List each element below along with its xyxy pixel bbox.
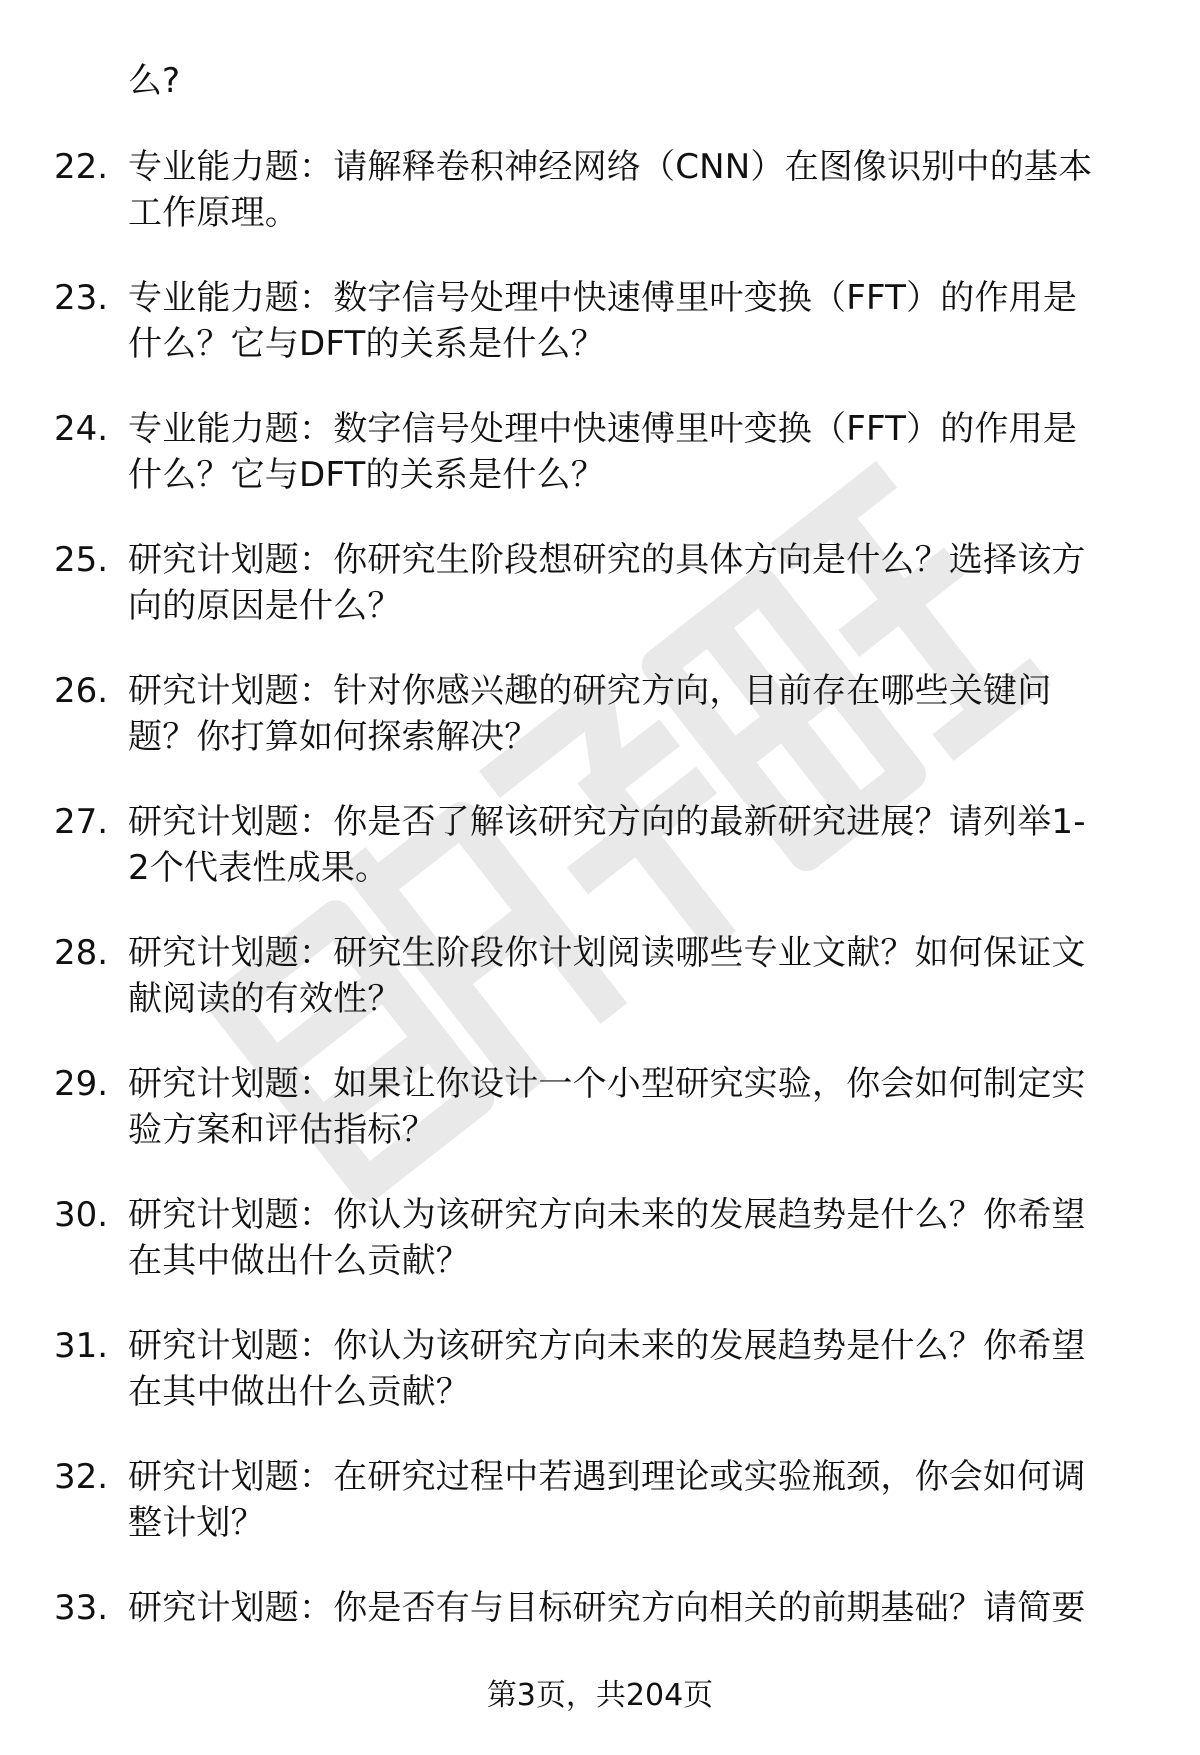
question-text: [128, 406, 1148, 498]
question-number: 33.: [54, 1588, 109, 1628]
question-line: 题？你打算如何探索解决？: [128, 717, 539, 757]
question-number: 22.: [54, 147, 109, 187]
question-line: 研究计划题：你认为该研究方向未来的发展趋势是什么？你希望: [128, 1326, 1086, 1366]
question-text: [128, 1585, 1148, 1631]
list-item: [0, 1186, 1200, 1317]
question-line: 专业能力题：数字信号处理中快速傅里叶变换（FFT）的作用是: [128, 278, 1078, 318]
question-text: [128, 1061, 1148, 1153]
question-line: 什么？它与DFT的关系是什么？: [128, 324, 605, 364]
question-text: [128, 668, 1148, 760]
question-line: 工作原理。: [128, 193, 299, 233]
question-line: 专业能力题：请解释卷积神经网络（CNN）在图像识别中的基本: [128, 147, 1093, 187]
question-line: 研究计划题：你研究生阶段想研究的具体方向是什么？选择该方: [128, 540, 1086, 580]
list-item: [0, 924, 1200, 1055]
question-line: 向的原因是什么？: [128, 586, 402, 626]
question-line: 献阅读的有效性？: [128, 979, 402, 1019]
list-item: [0, 662, 1200, 793]
page-footer: 第3页，共204页: [486, 1678, 714, 1713]
question-line: 研究计划题：研究生阶段你计划阅读哪些专业文献？如何保证文: [128, 933, 1086, 973]
question-text: [128, 1323, 1148, 1415]
question-text: [128, 930, 1148, 1022]
question-list: [0, 138, 1200, 1710]
question-text: [128, 1454, 1148, 1546]
question-line: 研究计划题：你认为该研究方向未来的发展趋势是什么？你希望: [128, 1195, 1086, 1235]
question-line: 在其中做出什么贡献？: [128, 1372, 470, 1412]
question-number: 29.: [54, 1064, 109, 1104]
list-item: [0, 138, 1200, 269]
question-number: 27.: [54, 802, 109, 842]
question-line: 研究计划题：你是否了解该研究方向的最新研究进展？请列举1-: [128, 802, 1086, 842]
question-number: 23.: [54, 278, 109, 318]
question-line: 研究计划题：针对你感兴趣的研究方向，目前存在哪些关键问: [128, 671, 1052, 711]
list-item: [0, 1055, 1200, 1186]
question-number: 32.: [54, 1457, 109, 1497]
continuation-line: 么?: [128, 61, 181, 101]
question-number: 26.: [54, 671, 109, 711]
list-item: [0, 400, 1200, 531]
question-text: [128, 1192, 1148, 1284]
question-line: 研究计划题：你是否有与目标研究方向相关的前期基础？请简要: [128, 1588, 1086, 1628]
question-number: 28.: [54, 933, 109, 973]
question-number: 24.: [54, 409, 109, 449]
question-text: [128, 537, 1148, 629]
list-item: [0, 1317, 1200, 1448]
question-line: 整计划？: [128, 1503, 265, 1543]
question-text: [128, 799, 1148, 891]
question-text: [128, 275, 1148, 367]
question-line: 2个代表性成果。: [128, 848, 390, 888]
question-number: 31.: [54, 1326, 109, 1366]
question-line: 研究计划题：在研究过程中若遇到理论或实验瓶颈，你会如何调: [128, 1457, 1086, 1497]
question-text: [128, 144, 1148, 236]
question-line: 专业能力题：数字信号处理中快速傅里叶变换（FFT）的作用是: [128, 409, 1078, 449]
question-line: 研究计划题：如果让你设计一个小型研究实验，你会如何制定实: [128, 1064, 1086, 1104]
question-number: 30.: [54, 1195, 109, 1235]
list-item: [0, 1448, 1200, 1579]
list-item: [0, 531, 1200, 662]
list-item: [0, 269, 1200, 400]
question-line: 在其中做出什么贡献？: [128, 1241, 470, 1281]
question-number: 25.: [54, 540, 109, 580]
list-item: [0, 793, 1200, 924]
question-line: 什么？它与DFT的关系是什么？: [128, 455, 605, 495]
question-line: 验方案和评估指标？: [128, 1110, 436, 1150]
